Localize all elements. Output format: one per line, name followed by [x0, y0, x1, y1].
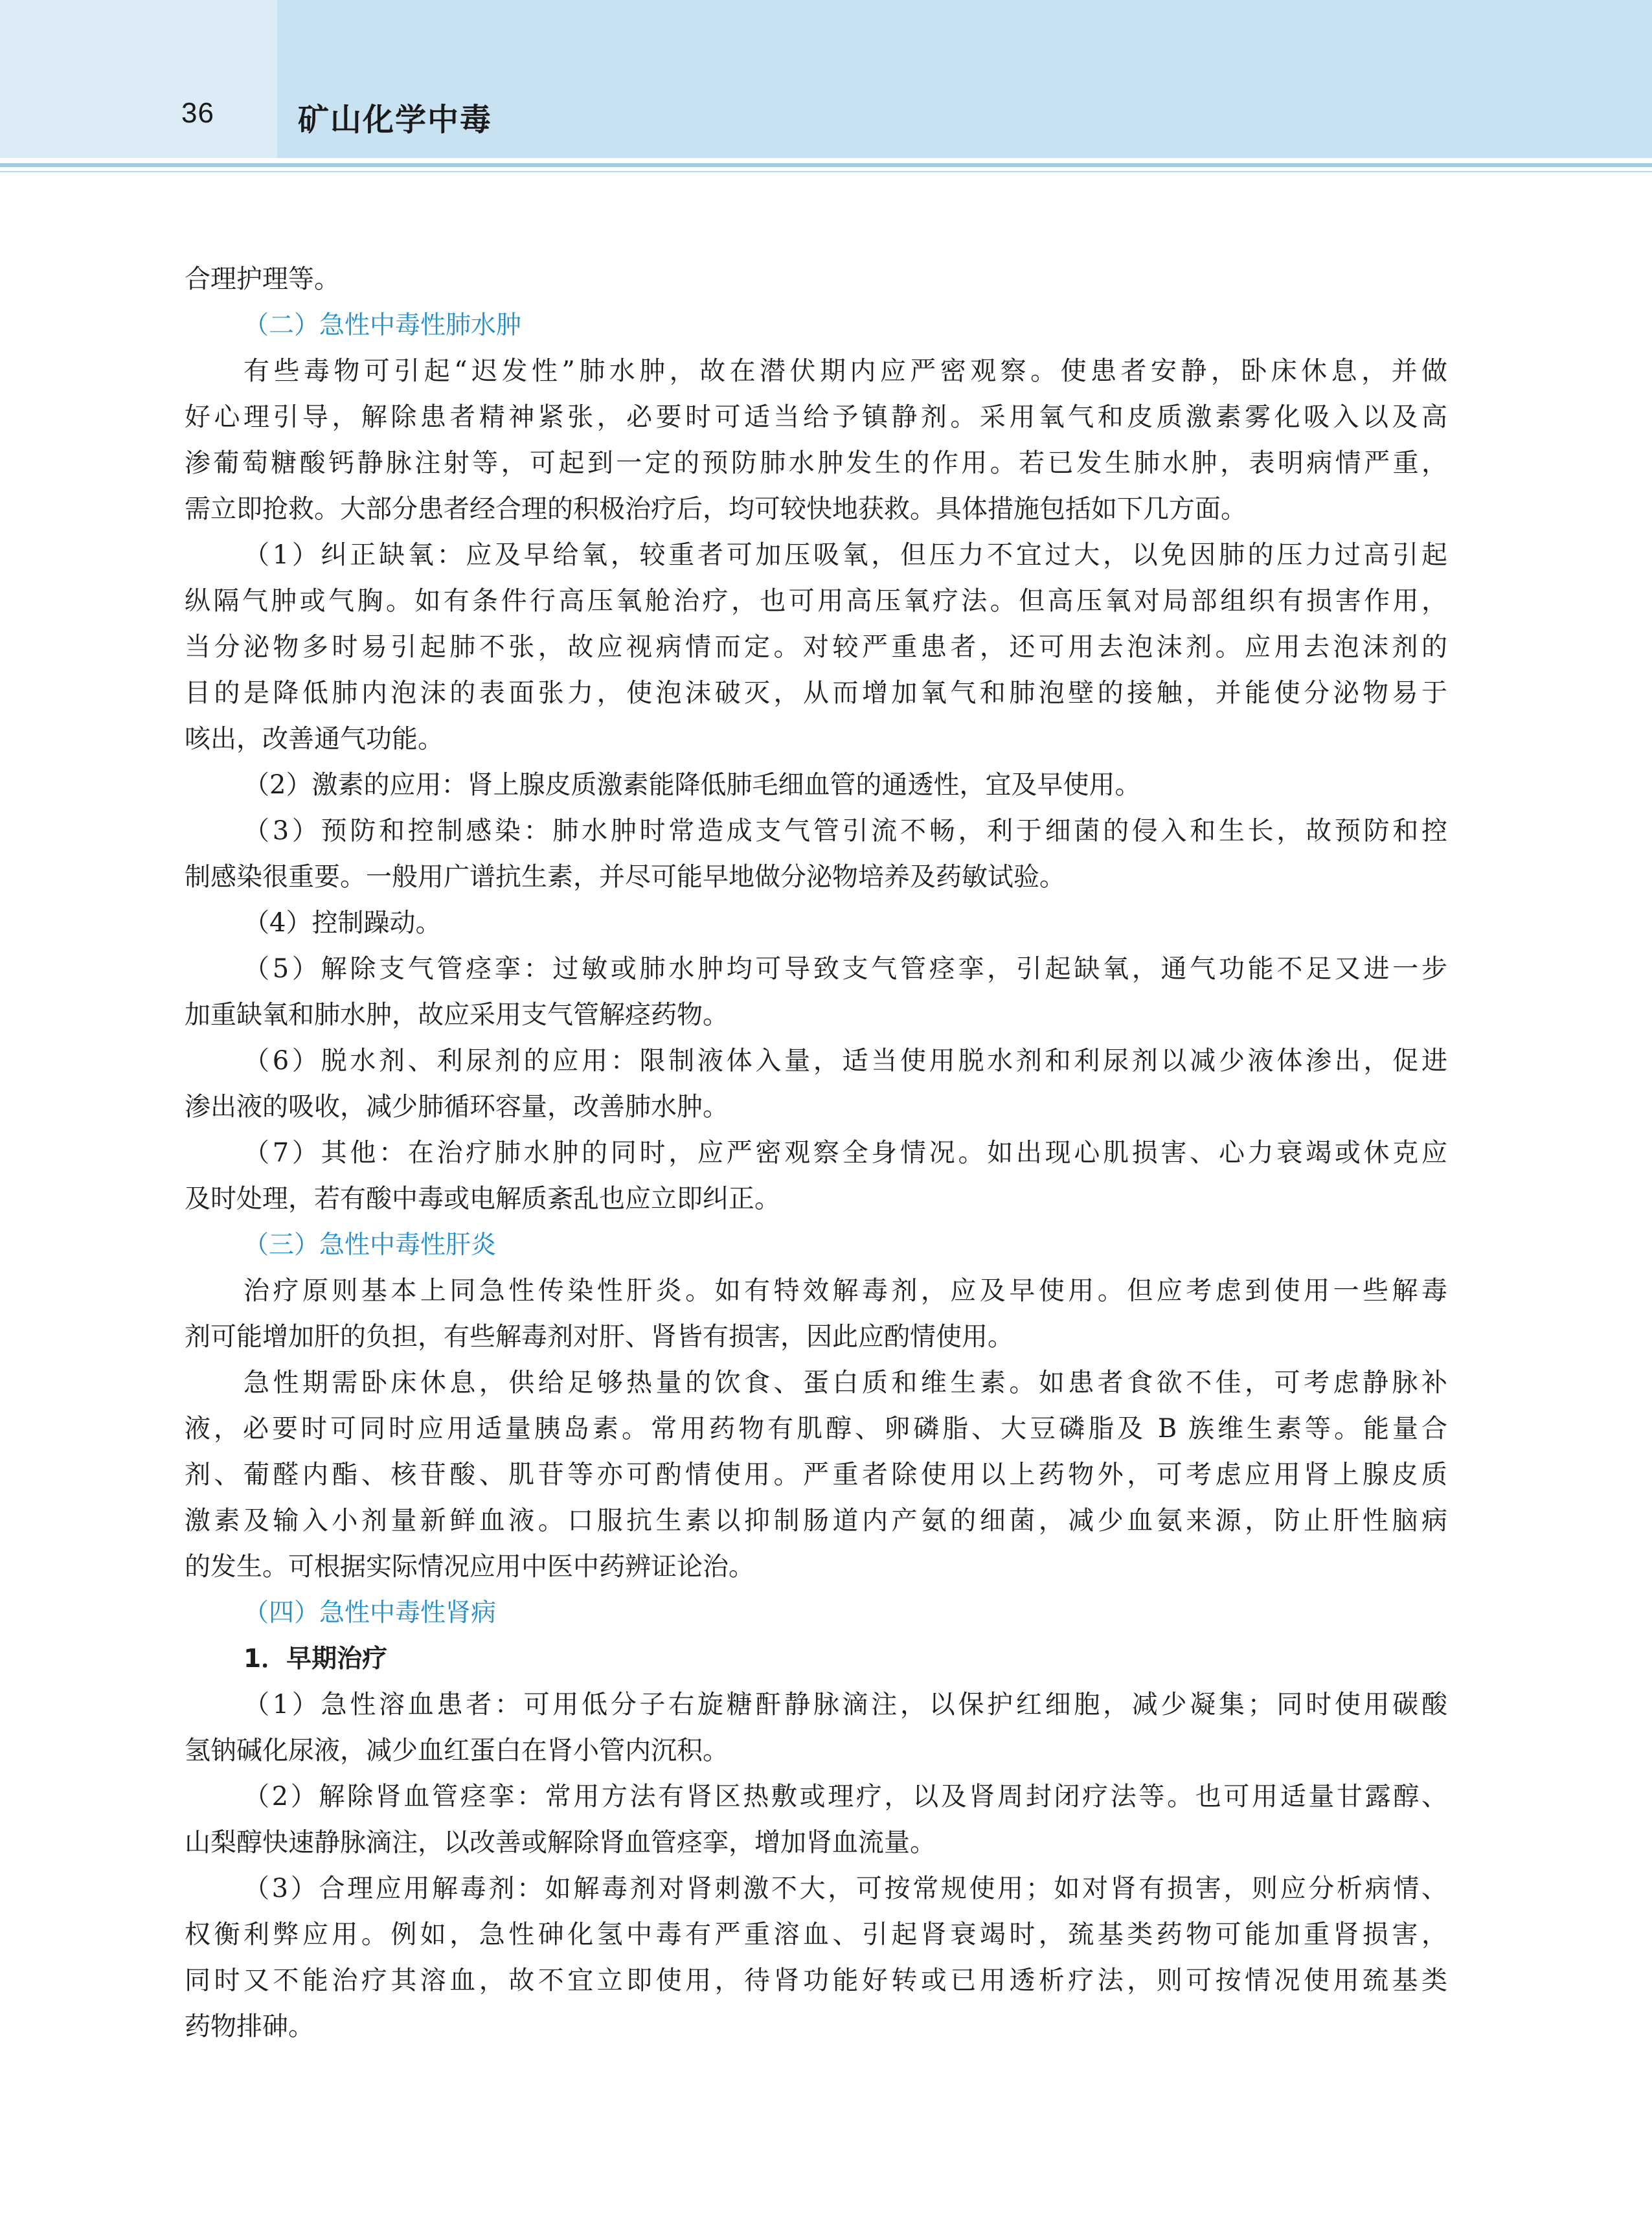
text-line: 好心理引导，解除患者精神紧张，必要时可适当给予镇静剂。采用氧气和皮质激素雾化吸入以及高 — [185, 402, 1447, 432]
text-line: 及时处理，若有酸中毒或电解质紊乱也应立即纠正。 — [185, 1184, 780, 1214]
text-line: 氢钠碱化尿液，减少血红蛋白在肾小管内沉积。 — [185, 1736, 729, 1766]
header-rule-thin — [0, 171, 1652, 172]
text-line: 咳出，改善通气功能。 — [185, 724, 444, 754]
text-line: （3）合理应用解毒剂：如解毒剂对肾刺激不大，可按常规使用；如对肾有损害，则应分析病情、 — [243, 1874, 1447, 1903]
header-left-band — [0, 0, 277, 158]
text-line: 需立即抢救。大部分患者经合理的积极治疗后，均可较快地获救。具体措施包括如下几方面。 — [185, 494, 1247, 524]
text-line: 权衡利弊应用。例如，急性砷化氢中毒有严重溶血、引起肾衰竭时，巯基类药物可能加重肾损害， — [185, 1920, 1447, 1949]
text-line: 激素及输入小剂量新鲜血液。口服抗生素以抑制肠道内产氨的细菌，减少血氨来源，防止肝性脑病 — [185, 1506, 1447, 1536]
page-number: 36 — [181, 97, 214, 129]
text-line: 剂、葡醛内酯、核苷酸、肌苷等亦可酌情使用。严重者除使用以上药物外，可考虑应用肾上腺皮质 — [185, 1460, 1447, 1490]
text-line: （3）预防和控制感染：肺水肿时常造成支气管引流不畅，利于细菌的侵入和生长，故预防和控 — [243, 816, 1447, 846]
text-line: 同时又不能治疗其溶血，故不宜立即使用，待肾功能好转或已用透析疗法，则可按情况使用巯基类 — [185, 1966, 1447, 1995]
text-line: 渗出液的吸收，减少肺循环容量，改善肺水肿。 — [185, 1092, 729, 1122]
text-line: 加重缺氧和肺水肿，故应采用支气管解痉药物。 — [185, 1000, 729, 1030]
text-line: 药物排砷。 — [185, 2012, 314, 2041]
text-line: （1）纠正缺氧：应及早给氧，较重者可加压吸氧，但压力不宜过大，以免因肺的压力过高引起 — [243, 540, 1447, 570]
text-line: 纵隔气肿或气胸。如有条件行高压氧舱治疗，也可用高压氧疗法。但高压氧对局部组织有损害作用， — [185, 586, 1447, 616]
text-line: （2）激素的应用：肾上腺皮质激素能降低肺毛细血管的通透性，宜及早使用。 — [243, 770, 1141, 800]
text-line: （7）其他：在治疗肺水肿的同时，应严密观察全身情况。如出现心肌损害、心力衰竭或休克应 — [243, 1138, 1447, 1168]
text-line: 渗葡萄糖酸钙静脉注射等，可起到一定的预防肺水肿发生的作用。若已发生肺水肿，表明病情严重， — [185, 448, 1447, 478]
text-line: 合理护理等。 — [185, 264, 340, 294]
text-line: 的发生。可根据实际情况应用中医中药辨证论治。 — [185, 1552, 754, 1582]
text-line: 剂可能增加肝的负担，有些解毒剂对肝、肾皆有损害，因此应酌情使用。 — [185, 1322, 1013, 1352]
text-line: 治疗原则基本上同急性传染性肝炎。如有特效解毒剂，应及早使用。但应考虑到使用一些解毒 — [243, 1276, 1447, 1306]
book-title: 矿山化学中毒 — [298, 102, 493, 138]
section-heading: （二）急性中毒性肺水肿 — [243, 311, 522, 340]
text-line: （2）解除肾血管痉挛：常用方法有肾区热敷或理疗，以及肾周封闭疗法等。也可用适量甘露醇、 — [243, 1782, 1447, 1811]
text-line: 液，必要时可同时应用适量胰岛素。常用药物有肌醇、卵磷脂、大豆磷脂及 B 族维生素等。能量合 — [185, 1414, 1447, 1444]
text-line: 当分泌物多时易引起肺不张，故应视病情而定。对较严重患者，还可用去泡沫剂。应用去泡沫剂的 — [185, 632, 1447, 662]
subsection-heading: 1．早期治疗 — [243, 1644, 388, 1674]
text-line: （1）急性溶血患者：可用低分子右旋糖酐静脉滴注，以保护红细胞，减少凝集；同时使用碳酸 — [243, 1690, 1447, 1720]
section-heading: （四）急性中毒性肾病 — [243, 1598, 497, 1628]
text-line: （4）控制躁动。 — [243, 908, 442, 938]
text-line: 急性期需卧床休息，供给足够热量的饮食、蛋白质和维生素。如患者食欲不佳，可考虑静脉补 — [243, 1368, 1447, 1398]
page-header — [0, 0, 1652, 158]
text-line: （5）解除支气管痉挛：过敏或肺水肿均可导致支气管痉挛，引起缺氧，通气功能不足又进一步 — [243, 954, 1447, 984]
text-line: 制感染很重要。一般用广谱抗生素，并尽可能早地做分泌物培养及药敏试验。 — [185, 862, 1065, 892]
header-rule — [0, 163, 1652, 167]
section-heading: （三）急性中毒性肝炎 — [243, 1231, 497, 1260]
text-line: 有些毒物可引起“迟发性”肺水肿，故在潜伏期内应严密观察。使患者安静，卧床休息，并做 — [243, 356, 1447, 386]
text-line: 山梨醇快速静脉滴注，以改善或解除肾血管痉挛，增加肾血流量。 — [185, 1828, 936, 1857]
text-line: 目的是降低肺内泡沫的表面张力，使泡沫破灭，从而增加氧气和肺泡壁的接触，并能使分泌物易于 — [185, 678, 1447, 708]
text-line: （6）脱水剂、利尿剂的应用：限制液体入量，适当使用脱水剂和利尿剂以减少液体渗出，促进 — [243, 1046, 1447, 1076]
page-body — [185, 256, 1447, 2050]
